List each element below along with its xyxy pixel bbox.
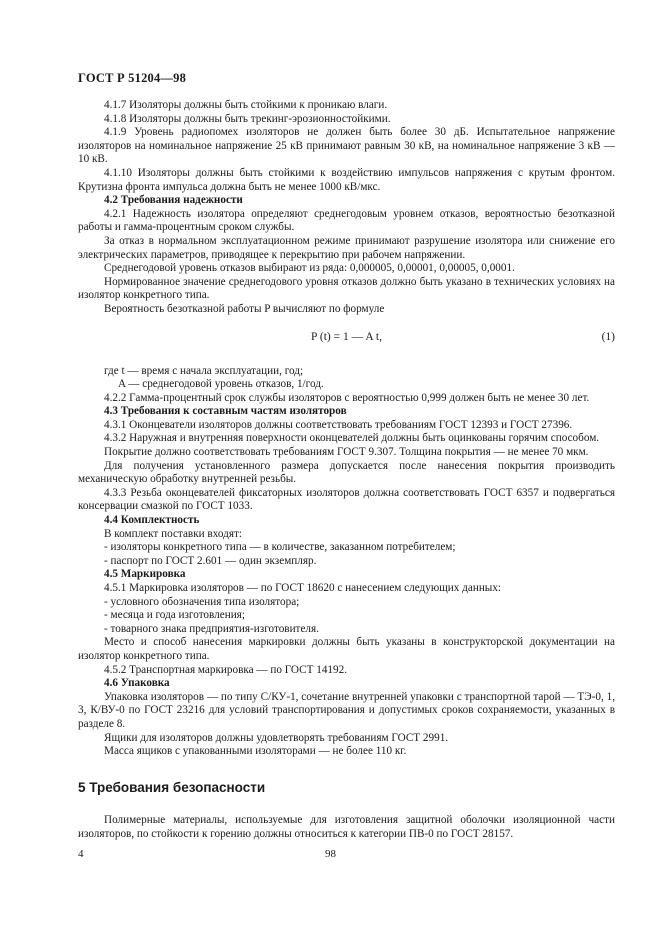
where-a: A — среднегодовой уровень отказов, 1/год. xyxy=(118,378,324,391)
document-body xyxy=(78,99,615,842)
paragraph-boxes: Ящики для изоляторов должны удовлетворять требованиям ГОСТ 2991. xyxy=(104,731,449,744)
paragraph-failure: За отказ в нормальном эксплуатационном режиме принимают разрушение изолятора или снижение его электрических параметров, приводящее к перекрытию при рабочем напряжении. xyxy=(78,234,615,261)
paragraph-4-1-9: 4.1.9 Уровень радиопомех изоляторов не должен быть более 30 дБ. Испытательное напряжение изоляторов на номинальное напряжение 25 кВ принимают равным 30 кВ, на номинальное напряжение 3 кВ — 10 кВ. xyxy=(78,126,615,166)
paragraph-4-3-1: 4.3.1 Оконцеватели изоляторов должны соответствовать требованиям ГОСТ 12393 и ГОСТ 27396. xyxy=(104,418,573,431)
paragraph-polymer: Полимерные материалы, используемые для изготовления защитной оболочки изоляционной части изоляторов, по стойкости к горению должны относиться к категории ПВ-0 по ГОСТ 28157. xyxy=(78,814,615,840)
paragraph-normalized: Нормированное значение среднегодового уровня отказов должно быть указано в технических условиях на изолятор конкретного типа. xyxy=(78,275,615,302)
paragraph-coating: Покрытие должно соответствовать требованиям ГОСТ 9.307. Толщина покрытия — не менее 70 мкм. xyxy=(104,446,589,459)
list-item-mark-1: - условного обозначения типа изолятора; xyxy=(104,595,300,608)
paragraph-kit: В комплект поставки входят: xyxy=(104,527,242,540)
paragraph-4-1-10: 4.1.10 Изоляторы должны быть стойкими к воздействию импульсов напряжения с крутым фронтом. Крутизна фронта импульса должна быть не менее 1000 кВ/мкс. xyxy=(78,166,615,193)
paragraph-size: Для получения установленного размера допускается после нанесения покрытия производить механическую обработку внутренней резьбы. xyxy=(78,459,615,486)
paragraph-4-5-1: 4.5.1 Маркировка изоляторов — по ГОСТ 18620 с нанесением следующих данных: xyxy=(104,582,502,594)
heading-4-6: 4.6 Упаковка xyxy=(104,677,170,690)
paragraph-failure-level: Среднегодовой уровень отказов выбирают из ряда: 0,000005, 0,00001, 0,00005, 0,0001. xyxy=(104,262,515,275)
paragraph-4-1-7: 4.1.7 Изоляторы должны быть стойкими к проникаю влаги. xyxy=(104,99,388,111)
heading-4-4: 4.4 Комплектность xyxy=(104,514,200,527)
paragraph-4-3-3: 4.3.3 Резьба оконцевателей фиксаторных изоляторов должна соответствовать ГОСТ 6357 и подвергаться консервации смазкой по ГОСТ 1033. xyxy=(78,486,615,513)
list-item-kit-1: - изоляторы конкретного типа — в количестве, заказанном потребителем; xyxy=(104,541,456,554)
formula-number: (1) xyxy=(601,330,615,343)
section-5-title: 5 Требования безопасности xyxy=(78,779,266,795)
page-number: 98 xyxy=(325,848,336,860)
heading-4-5: 4.5 Маркировка xyxy=(104,568,186,581)
paragraph-4-5-2: 4.5.2 Транспортная маркировка — по ГОСТ 14192. xyxy=(104,663,348,676)
paragraph-mark-place: Место и способ нанесения маркировки должны быть указаны в конструкторской документации на изолятор конкретного типа. xyxy=(78,636,615,662)
paragraph-mass: Масса ящиков с упакованными изоляторами — не более 110 кг. xyxy=(104,745,407,758)
list-item-mark-3: - товарного знака предприятия-изготовителя. xyxy=(104,622,319,635)
paragraph-4-1-8: 4.1.8 Изоляторы должны быть трекинг-эрозионностойкими. xyxy=(104,112,391,125)
formula-1 xyxy=(78,325,615,355)
formula-expression: P (t) = 1 — A t, xyxy=(311,330,382,343)
list-item-kit-2: - паспорт по ГОСТ 2.601 — один экземпляр. xyxy=(104,554,317,567)
paragraph-4-2-1: 4.2.1 Надежность изолятора определяют среднегодовым уровнем отказов, вероятностью безотказной работы и гамма-процентным сроком службы. xyxy=(78,207,615,234)
paragraph-probability: Вероятность безотказной работы P вычисляют по формуле xyxy=(104,302,385,315)
heading-4-2: 4.2 Требования надежности xyxy=(104,194,243,207)
list-item-mark-2: - месяца и года изготовления; xyxy=(104,609,245,622)
paragraph-4-2-2: 4.2.2 Гамма-процентный срок службы изоляторов с вероятностью 0,999 должен быть не менее 30 лет. xyxy=(104,391,590,404)
paragraph-packaging: Упаковка изоляторов — по типу С/КУ-1, сочетание внутренней упаковки с транспортной тарой — ТЭ-0, 1, 3, К/ВУ-0 по ГОСТ 23216 для условий транспортирования и допустимых сроков сохраняемости, указанных в разделе 8. xyxy=(78,690,615,730)
footer-left-number: 4 xyxy=(78,848,84,860)
document-header: ГОСТ Р 51204—98 xyxy=(78,71,187,85)
heading-4-3: 4.3 Требования к составным частям изоляторов xyxy=(104,405,347,418)
paragraph-4-3-2: 4.3.2 Наружная и внутренняя поверхности оконцевателей должны быть оцинкованы горячим способом. xyxy=(104,432,600,445)
where-t: где t — время с начала эксплуатации, год; xyxy=(104,364,304,377)
